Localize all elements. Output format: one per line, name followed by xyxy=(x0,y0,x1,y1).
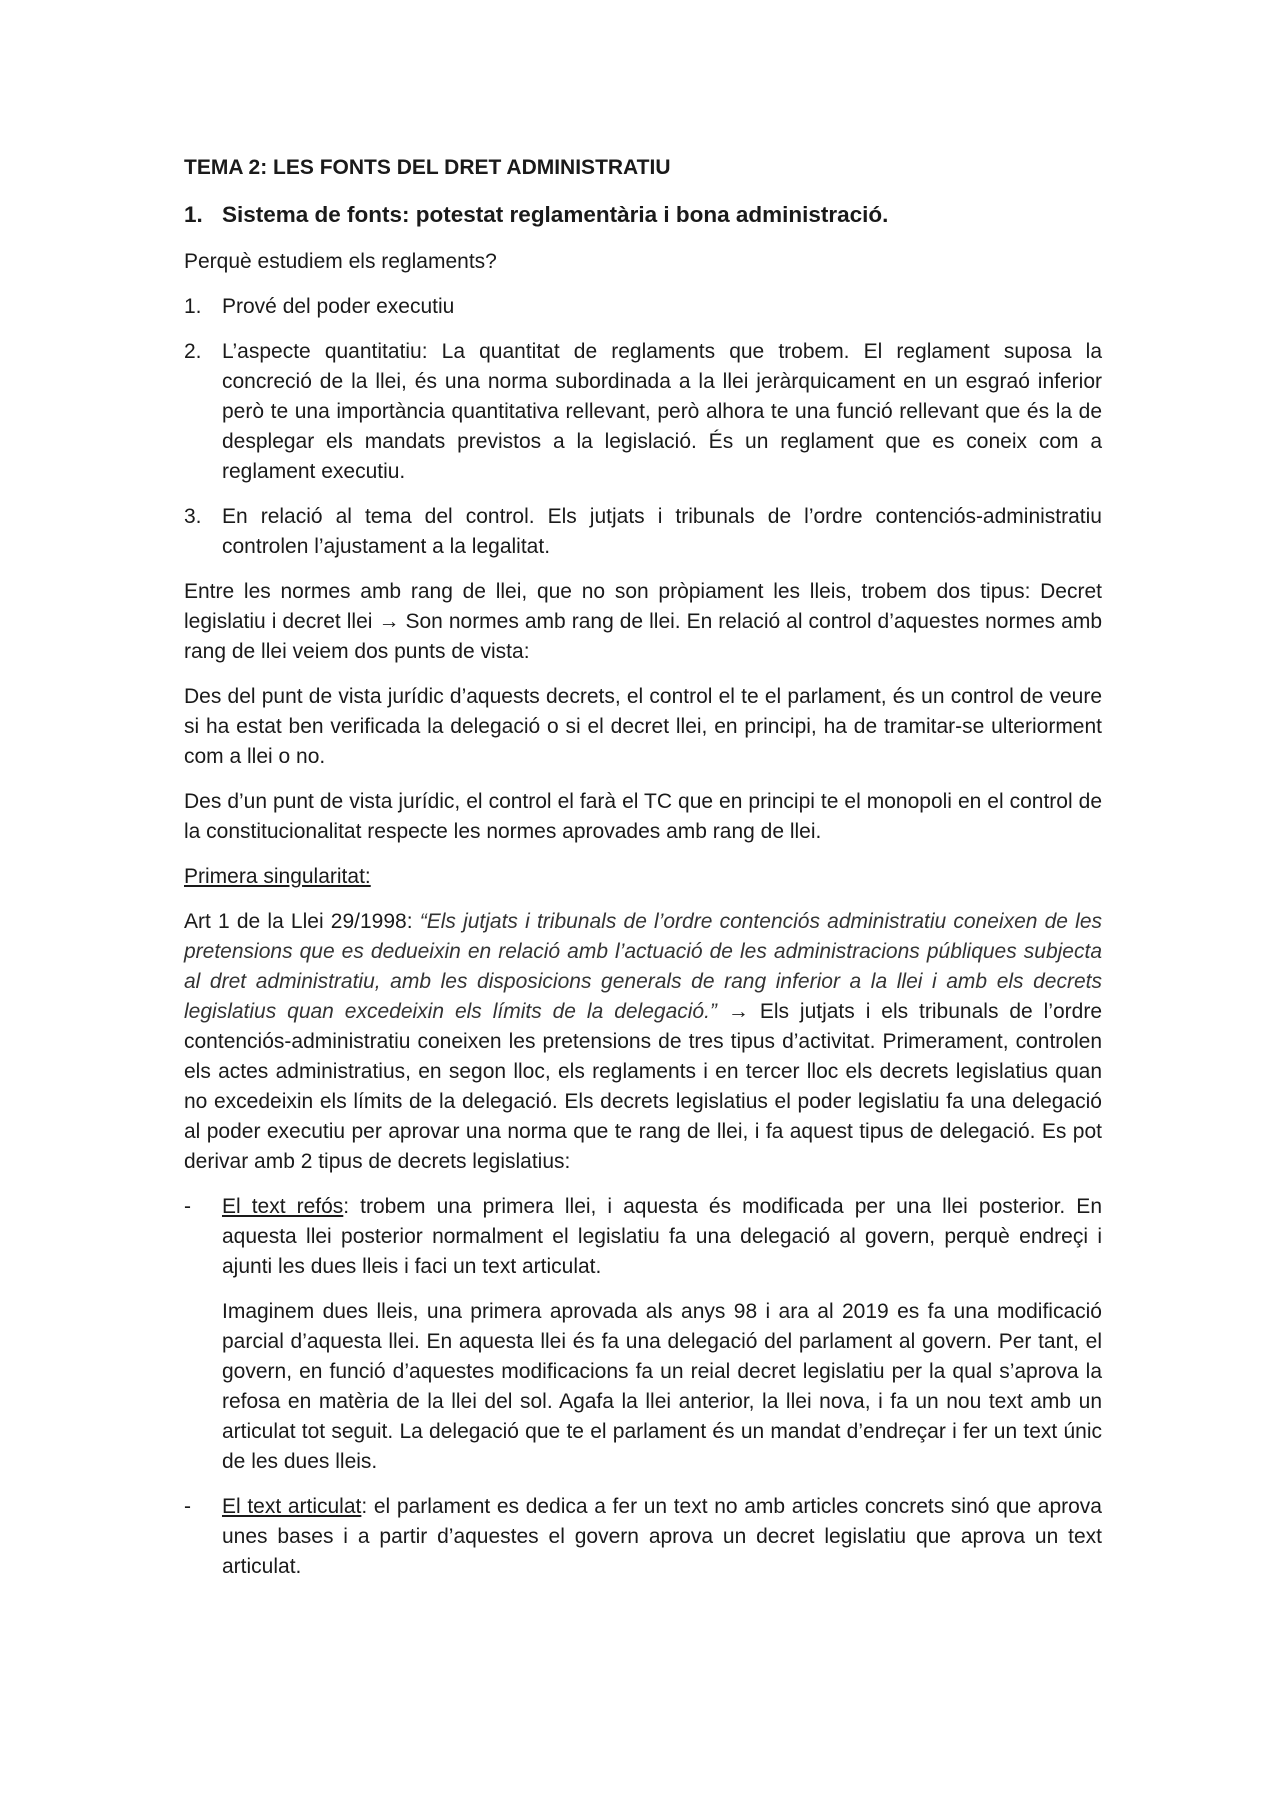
section-number: 1. xyxy=(184,202,203,227)
arrow-icon: → xyxy=(727,1000,749,1023)
list-item xyxy=(184,337,1102,487)
article-quote: “Els jutjats i tribunals de l’ordre contenciós administratiu coneixen de les pretensions que es dedueixin en relació amb l’actuació de les administracions públiques subjecta al dret administratiu, amb les disposicions generals de rang inferior a la llei i amb els decrets legislatius quan excedeixin els límits de la delegació.” xyxy=(184,910,1102,1023)
list-number: 1. xyxy=(184,295,202,318)
section-title: Sistema de fonts: potestat reglamentària i bona administració. xyxy=(222,202,889,227)
list-text: L’aspecte quantitatiu: La quantitat de reglaments que trobem. El reglament suposa la concreció de la llei, és una norma subordinada a la llei jeràrquicament en un esgraó inferior però te una importància quantitativa rellevant, però alhora te una funció rellevant que és la de desplegar els mandats previstos a la legislació. És un reglament que es coneix com a reglament executiu. xyxy=(222,340,1102,483)
document-title: TEMA 2: LES FONTS DEL DRET ADMINISTRATIU xyxy=(184,156,671,179)
arrow-icon: → xyxy=(378,610,400,633)
term-definition: : el parlament es dedica a fer un text no amb articles concrets sinó que aprova unes bases i a partir d’aquestes el govern aprova un decret legislatiu que aprova un text articulat. xyxy=(222,1495,1102,1578)
list-item xyxy=(184,502,1102,562)
parlament-paragraph: Des del punt de vista jurídic d’aquests decrets, el control el te el parlament, és un control de veure si ha estat ben verificada la delegació o si el decret llei, en principi, ha de tramitar-se ulteriorment com a llei o no. xyxy=(184,685,1102,768)
article-intro: Art 1 de la Llei 29/1998: xyxy=(184,910,413,933)
term-label: El text refós xyxy=(222,1195,344,1218)
singularitat-heading: Primera singularitat: xyxy=(184,865,371,888)
section-heading xyxy=(184,200,1102,230)
list-dash: - xyxy=(184,1195,191,1218)
article-paragraph xyxy=(184,907,1102,1177)
list-text: Prové del poder executiu xyxy=(222,295,455,318)
article-explanation: Els jutjats i els tribunals de l’ordre contenciós-administratiu coneixen les pretensions de tres tipus d’activitat. Primerament, controlen els actes administratius, en segon lloc, els reglaments i en tercer lloc els decrets legislatius quan no excedeixin els límits de la delegació. Els decrets legislatius el poder legislatiu fa una delegació al poder executiu per aprovar una norma que te rang de llei, i fa aquest tipus de delegació. Es pot derivar amb 2 tipus de decrets legislatius: xyxy=(184,1000,1103,1173)
example-paragraph: Imaginem dues lleis, una primera aprovada als anys 98 i ara al 2019 es fa una modificació parcial d’aquesta llei. En aquesta llei és fa una delegació del parlament al govern. Per tant, el govern, en funció d’aquestes modificacions fa un reial decret legislatiu per la qual s’aprova la refosa en matèria de la llei del sol. Agafa la llei anterior, la llei nova, i fa un nou text amb un articulat tot seguit. La delegació que te el parlament és un mandat d’endreçar i fer un text únic de les dues lleis. xyxy=(222,1300,1102,1473)
list-number: 2. xyxy=(184,340,202,363)
list-number: 3. xyxy=(184,505,202,528)
tc-paragraph: Des d’un punt de vista jurídic, el control el farà el TC que en principi te el monopoli en el control de la constitucionalitat respecte les normes aprovades amb rang de llei. xyxy=(184,790,1102,843)
rang-text-a: Entre les normes amb rang de llei, que no son pròpiament les lleis, trobem dos tipus: Decret legislatiu i decret llei xyxy=(184,580,1102,633)
question-paragraph: Perquè estudiem els reglaments? xyxy=(184,250,497,273)
list-text xyxy=(222,1492,1102,1582)
list-text xyxy=(222,1192,1102,1282)
list-dash: - xyxy=(184,1495,191,1518)
document-body xyxy=(184,153,1102,1597)
list-item xyxy=(184,292,1102,322)
term-definition: : trobem una primera llei, i aquesta és modificada per una llei posterior. En aquesta llei posterior normalment el legislatiu fa una delegació al govern, perquè endreçi i ajunti les dues lleis i faci un text articulat. xyxy=(222,1195,1102,1278)
list-item xyxy=(184,1192,1102,1282)
rang-text-b: Son normes amb rang de llei. En relació al control d’aquestes normes amb rang de llei veiem dos punts de vista: xyxy=(184,610,1103,663)
term-label: El text articulat xyxy=(222,1495,362,1518)
rang-paragraph xyxy=(184,577,1102,667)
list-text: En relació al tema del control. Els jutjats i tribunals de l’ordre contenciós-administratiu controlen l’ajustament a la legalitat. xyxy=(222,505,1102,558)
list-item xyxy=(184,1492,1102,1582)
